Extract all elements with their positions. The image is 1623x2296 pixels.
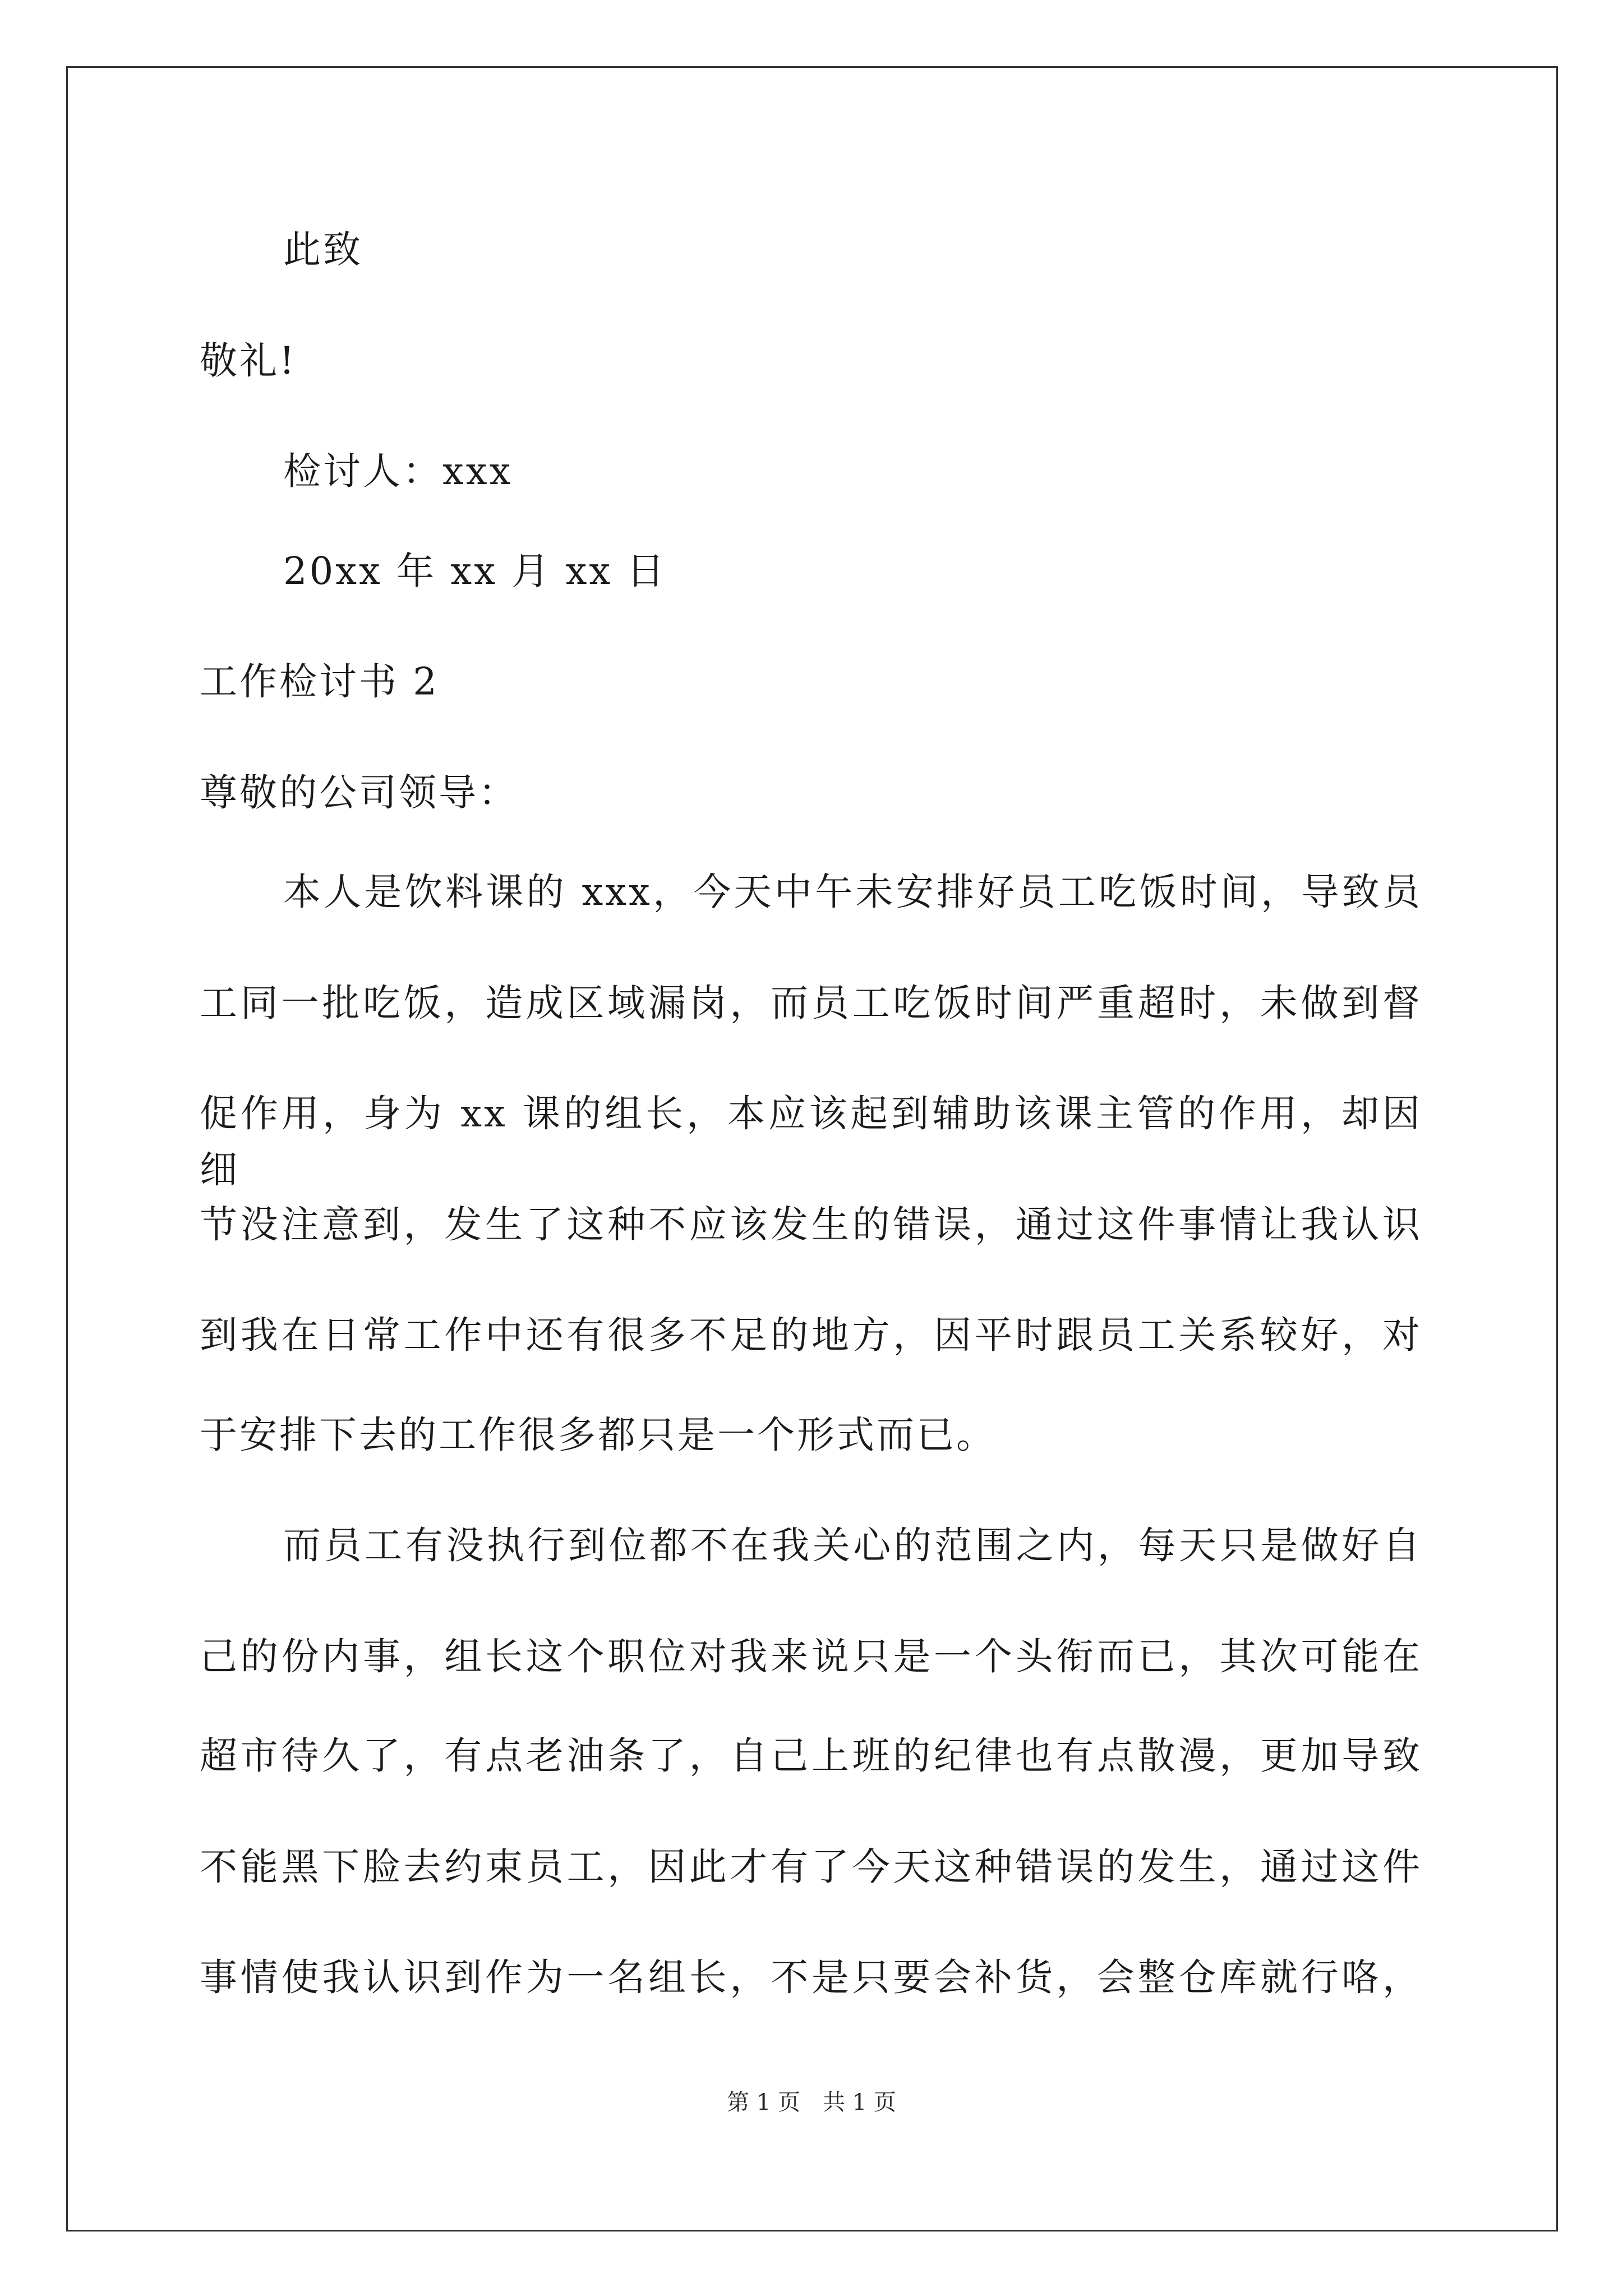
paragraph-1-line: 促作用，身为 xx 课的组长，本应该起到辅助该课主管的作用，却因细 — [200, 1092, 1422, 1191]
page-footer: 第 1 页 共 1 页 — [727, 2090, 896, 2115]
paragraph-1-line: 到我在日常工作中还有很多不足的地方，因平时跟员工关系较好，对 — [200, 1313, 1422, 1357]
section-title: 工作检讨书 2 — [200, 660, 439, 703]
paragraph-1-line: 本人是饮料课的 xxx，今天中午未安排好员工吃饭时间，导致员 — [283, 870, 1422, 914]
closing-line-2: 敬礼! — [200, 339, 297, 383]
paragraph-1-line: 于安排下去的工作很多都只是一个形式而已。 — [200, 1413, 996, 1457]
signer-line: 检讨人：xxx — [283, 449, 513, 493]
closing-line-1: 此致 — [283, 228, 363, 272]
paragraph-2-line: 而员工有没执行到位都不在我关心的范围之内，每天只是做好自 — [283, 1524, 1422, 1567]
paragraph-1-line: 节没注意到，发生了这种不应该发生的错误，通过这件事情让我认识 — [200, 1203, 1422, 1246]
paragraph-2-line: 不能黑下脸去约束员工，因此才有了今天这种错误的发生，通过这件 — [200, 1845, 1422, 1889]
salutation: 尊敬的公司领导： — [200, 771, 518, 815]
paragraph-2-line: 己的份内事，组长这个职位对我来说只是一个头衔而已，其次可能在 — [200, 1635, 1422, 1678]
paragraph-2-line: 超市待久了，有点老油条了，自己上班的纪律也有点散漫，更加导致 — [200, 1734, 1422, 1778]
paragraph-2-line: 事情使我认识到作为一名组长，不是只要会补货，会整仓库就行咯， — [200, 1955, 1422, 1999]
paragraph-1-line: 工同一批吃饭，造成区域漏岗，而员工吃饭时间严重超时，未做到督 — [200, 981, 1422, 1025]
date-line: 20xx 年 xx 月 xx 日 — [283, 549, 667, 593]
